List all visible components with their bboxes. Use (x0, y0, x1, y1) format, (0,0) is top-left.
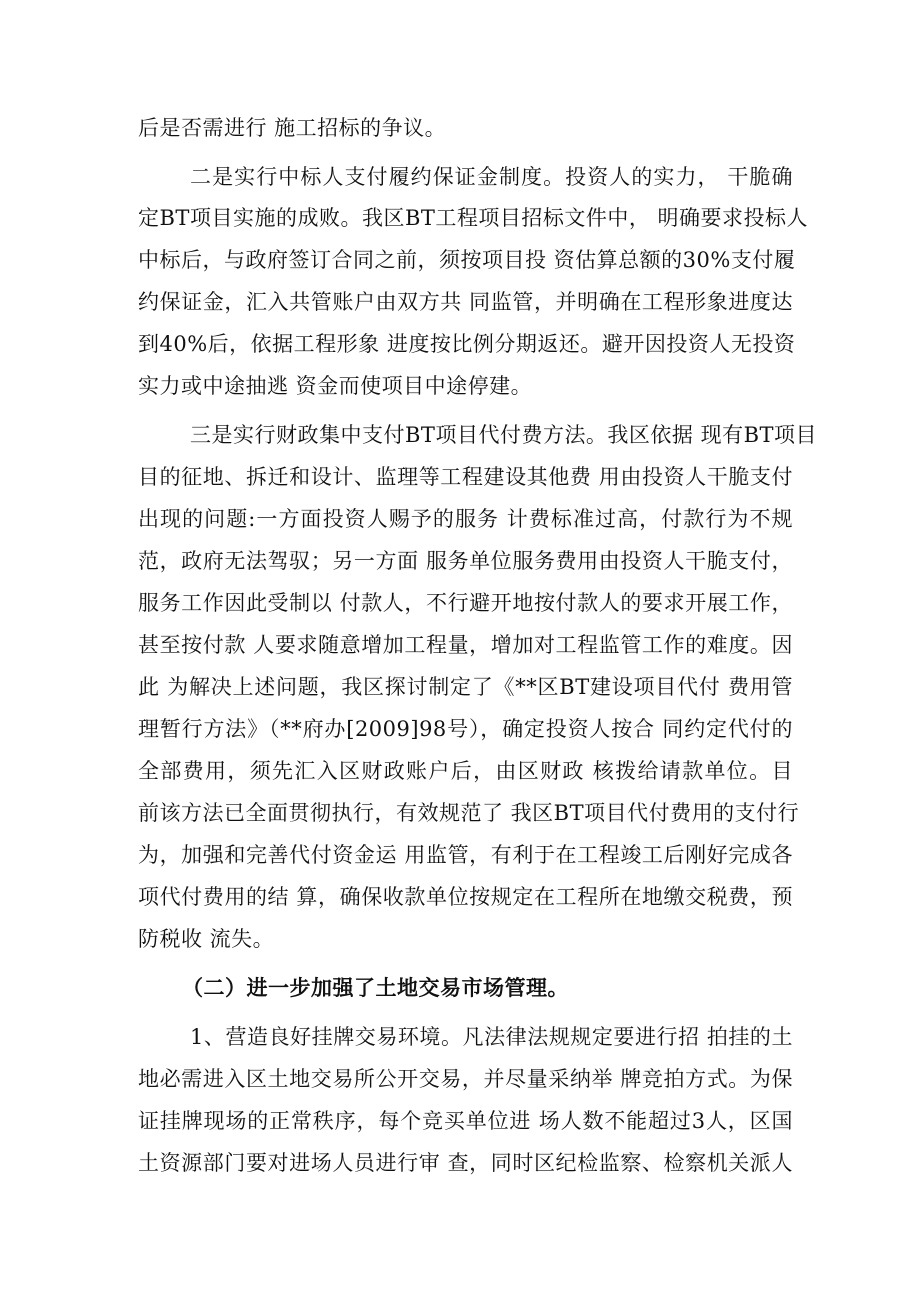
text-line-9: 目的征地、拆迁和设计、监理等工程建设其他费 用由投资人干脆支付 (138, 465, 793, 489)
text-line-14: 此 为解决上述问题，我区探讨制定了《**区BT建设项目代付 费用管 (138, 675, 793, 699)
text-line-10: 出现的问题:一方面投资人赐予的服务 计费标准过高，付款行为不规 (138, 507, 793, 531)
text-line-20: 防税收 流失。 (138, 927, 275, 951)
text-line-2: 二是实行中标人支付履约保证金制度。投资人的实力， 干脆确 (190, 165, 793, 189)
text-line-1: 后是否需进行 施工招标的争议。 (138, 116, 447, 140)
text-line-23: 地必需进入区土地交易所公开交易，并尽量采纳举 牌竞拍方式。为保 (138, 1067, 793, 1091)
text-line-19: 项代付费用的结 算，确保收款单位按规定在工程所在地缴交税费，预 (138, 885, 793, 909)
text-line-17: 前该方法已全面贯彻执行，有效规范了 我区BT项目代付费用的支付行 (138, 801, 800, 825)
text-line-22: 1、营造良好挂牌交易环境。凡法律法规规定要进行招 拍挂的土 (190, 1025, 793, 1049)
text-line-25: 土资源部门要对进场人员进行审 查，同时区纪检监察、检察机关派人 (138, 1151, 793, 1175)
text-line-8: 三是实行财政集中支付BT项目代付费方法。我区依据 现有BT项目 (190, 423, 818, 447)
text-line-13: 甚至按付款 人要求随意增加工程量，增加对工程监管工作的难度。因 (138, 633, 793, 657)
text-line-15: 理暂行方法》（**府办[2009]98号），确定投资人按合 同约定代付的 (138, 717, 793, 741)
section-heading: （二）进一步加强了土地交易市场管理。 (182, 975, 569, 1000)
text-line-18: 为，加强和完善代付资金运 用监管，有利于在工程竣工后刚好完成各 (138, 843, 793, 867)
text-line-4: 中标后，与政府签订合同之前，须按项目投 资估算总额的30%支付履 (138, 248, 796, 272)
text-line-11: 范，政府无法驾驭；另一方面 服务单位服务费用由投资人干脆支付， (138, 549, 793, 573)
text-line-3: 定BT项目实施的成败。我区BT工程项目招标文件中， 明确要求投标人 (138, 206, 809, 230)
text-line-24: 证挂牌现场的正常秩序，每个竞买单位进 场人数不能超过3人，区国 (138, 1109, 793, 1133)
text-line-12: 服务工作因此受制以 付款人，不行避开地按付款人的要求开展工作， (138, 591, 793, 615)
text-line-7: 实力或中途抽逃 资金而使项目中途停建。 (138, 374, 533, 398)
text-line-6: 到40%后，依据工程形象 进度按比例分期返还。避开因投资人无投资 (138, 332, 796, 356)
text-line-5: 约保证金，汇入共管账户由双方共 同监管，并明确在工程形象进度达 (138, 290, 793, 314)
text-line-16: 全部费用，须先汇入区财政账户后，由区财政 核拨给请款单位。目 (138, 759, 793, 783)
